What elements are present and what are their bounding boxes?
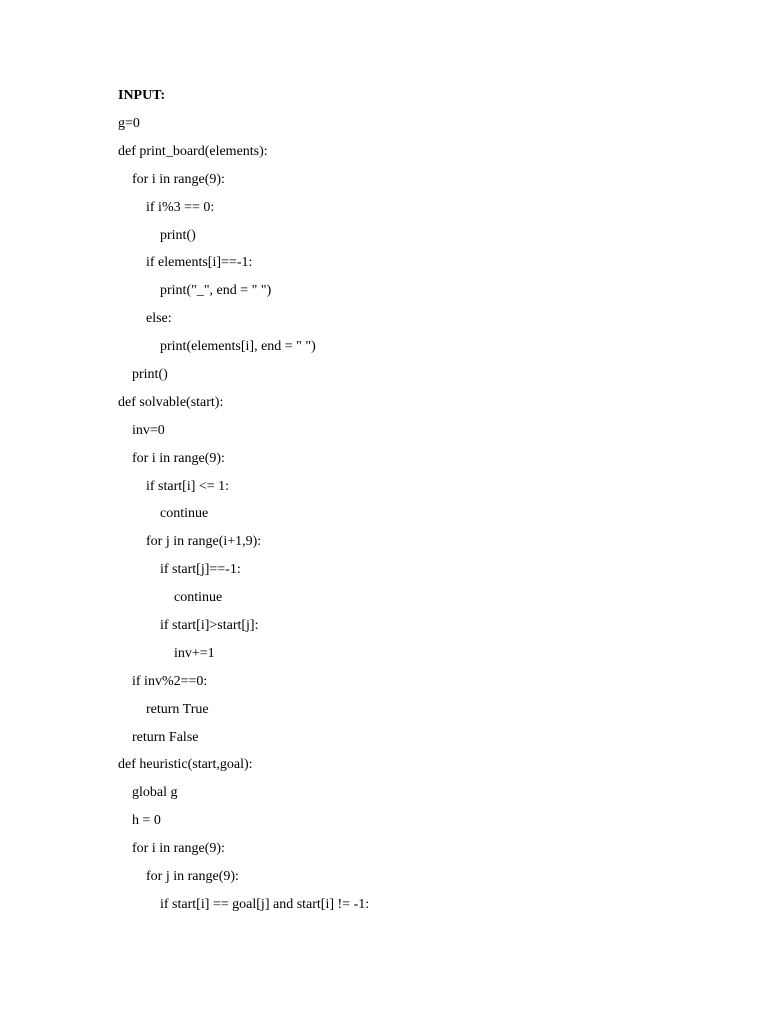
code-line: print() — [132, 367, 168, 383]
code-line: if start[i] == goal[j] and start[i] != -1: — [160, 896, 370, 912]
code-line: h = 0 — [132, 813, 161, 829]
code-line: def heuristic(start,goal): — [118, 757, 253, 773]
code-line: for j in range(9): — [146, 869, 239, 885]
code-line: if start[i]>start[j]: — [160, 618, 259, 634]
code-line: return True — [146, 701, 209, 717]
code-line: def print_board(elements): — [118, 143, 268, 159]
code-line: if start[i] <= 1: — [146, 478, 230, 494]
code-line: print("_", end = " ") — [160, 283, 272, 299]
code-line: if i%3 == 0: — [146, 199, 215, 215]
code-block — [118, 110, 738, 919]
code-line: for i in range(9): — [132, 171, 225, 187]
code-line: for i in range(9): — [132, 450, 225, 466]
code-line: inv=0 — [132, 422, 165, 438]
code-line: if elements[i]==-1: — [146, 255, 253, 271]
code-line: global g — [132, 785, 178, 801]
code-line: continue — [160, 506, 209, 522]
code-line: else: — [146, 311, 172, 327]
document-body — [118, 82, 738, 919]
code-line: def solvable(start): — [118, 394, 224, 410]
code-line: continue — [174, 590, 223, 606]
code-line: if start[j]==-1: — [160, 562, 241, 578]
code-line: return False — [132, 729, 199, 745]
code-line: g=0 — [118, 116, 140, 131]
code-line: for i in range(9): — [132, 841, 225, 857]
section-heading: INPUT: — [118, 88, 166, 103]
code-line: print() — [160, 227, 196, 243]
code-line: for j in range(i+1,9): — [146, 534, 262, 550]
code-line: print(elements[i], end = " ") — [160, 339, 316, 355]
code-line: if inv%2==0: — [132, 673, 208, 689]
code-line: inv+=1 — [174, 645, 215, 661]
